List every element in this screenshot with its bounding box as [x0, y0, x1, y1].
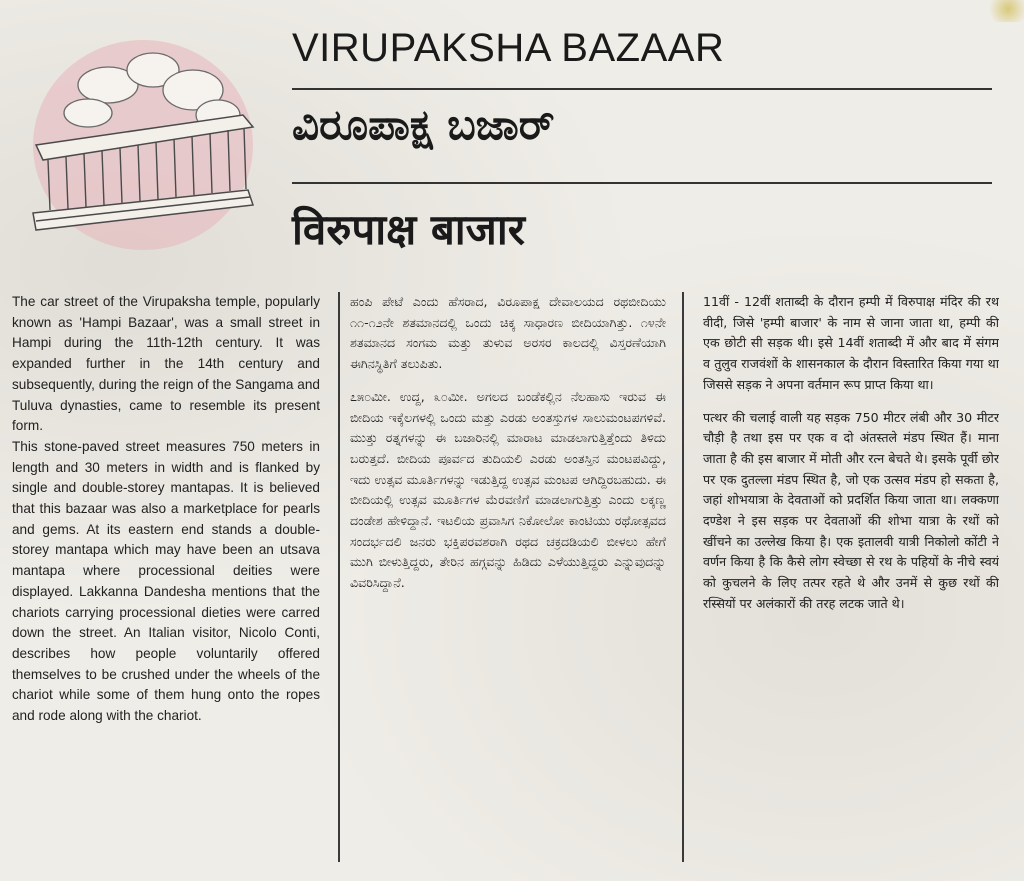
hindi-paragraph-2: पत्थर की चलाई वाली यह सड़क 750 मीटर लंबी और 30 मीटर चौड़ी है तथा इस पर एक व दो अंतस्तले मंडप स्थित हैं। माना जाता है की इस बाजार में मोती और रत्न बेचते थे। इसके पूर्वी छोर पर एक दुतल्ला मंडप स्थित है, जो एक उत्सव मंडप हो सकता है, जहां शोभयात्रा के देवताओं को प्रदर्शित किया जाता था। लक्कणा दण्डेश ने इस सड़क पर देवताओं की शोभा यात्रा के रथों को खींचने का उल्लेख किया है। एक इतालवी यात्री निकोलो कोंटी ने वर्णन किया है कि कैसे लोग स्वेच्छा से रथ के पहियों के नीचे स्वयं को कुचलने के लिए तत्पर रहते थे और उनमें से कुछ रथों की रस्सियों पर अलंकारों की तरह लटक जाते थे। [703, 409, 999, 611]
title-rule-2 [292, 182, 992, 184]
english-paragraph-1: The car street of the Virupaksha temple, popularly known as 'Hampi Bazaar', was a small street in Hampi during the 11th-12th century. It was expanded further in the 14th century and subsequently, during the reign of the Sangama and Tuluva dynasties, came to resemble its present form. [12, 294, 320, 434]
title-kannada: ವಿರೂಪಾಕ್ಷ ಬಜಾರ್ [292, 100, 555, 149]
title-english: VIRUPAKSHA BAZAAR [292, 26, 725, 70]
hindi-column [703, 292, 999, 837]
hindi-paragraph-1: 11वीं - 12वीं शताब्दी के दौरान हम्पी में विरुपाक्ष मंदिर की रथ वीदी, जिसे 'हम्पी बाजार' के नाम से जाना जाता था, हम्पी की एक छोटी सी सड़क थी। इसे 14वीं शताब्दी में और बाद में संगम व तुलुव राजवंशों के शासनकाल के दौरान विस्तारित किया गया था जिससे सड़क ने अपना वर्तमान रूप प्राप्त किया था। [703, 294, 999, 392]
kannada-paragraph-2: ೭೫೦ಮೀ. ಉದ್ದ, ೩೦ಮೀ. ಅಗಲದ ಬಂಡೆಕಲ್ಲಿನ ನೆಲಹಾಸು ಇರುವ ಈ ಬೀದಿಯ ಇಕ್ಕೆಲಗಳಲ್ಲಿ ಒಂದು ಮತ್ತು ಎರಡು ಅಂತಸ್ತುಗಳ ಸಾಲುಮಂಟಪಗಳಿವೆ. ಮುತ್ತು ರತ್ನಗಳನ್ನು ಈ ಬಜಾರಿನಲ್ಲಿ ಮಾರಾಟ ಮಾಡಲಾಗುತ್ತಿತ್ತೆಂದು ತಿಳಿದು ಬರುತ್ತದೆ. ಬೀದಿಯ ಪೂರ್ವದ ತುದಿಯಲಿ ಎರಡು ಅಂತಸ್ತಿನ ಮಂಟಪವಿದ್ದು, ಇದು ಉತ್ಸವ ಮೂರ್ತಿಗಳನ್ನು ಇಡುತ್ತಿದ್ದ ಉತ್ಸವ ಮಂಟಪ ಆಗಿದ್ದಿರಬಹುದು. ಈ ಬೀದಿಯಲ್ಲಿ ಉತ್ಸವ ಮೂರ್ತಿಗಳ ಮೆರವಣಿಗೆ ಮಾಡಲಾಗುತ್ತಿತ್ತು ಎಂದು ಲಕ್ಕಣ್ಣ ದಂಡೇಶ ಹೇಳಿದ್ದಾನೆ. ಇಟಲಿಯ ಪ್ರವಾಸಿಗ ನಿಕೋಲೋ ಕಾಂಟಿಯು ರಥೋತ್ಸವದ ಸಂದರ್ಭದಲಿ ಜನರು ಭಕ್ತಿಪರವಶರಾಗಿ ರಥದ ಚಕ್ರದಡಿಯಲಿ ಬೀಳಲು ಹೇಗೆ ಮುಗಿ ಬೀಳುತ್ತಿದ್ದರು, ತೇರಿನ ಹಗ್ಗವನ್ನು ಹಿಡಿದು ಎಳೆಯುತ್ತಿದ್ದರು ಎನ್ನುವುದನ್ನು ವಿವರಿಸಿದ್ದಾನೆ. [350, 388, 666, 591]
corner-stain [984, 0, 1024, 22]
english-paragraph-2: This stone-paved street measures 750 meters in length and 30 meters in width and is flanked by single and double-storey mantapas. It is believed that this bazaar was also a marketplace for pearls and gems. At its eastern end stands a double-storey mantapa which may have been an utsava mantapa where processional deities were displayed. Lakkanna Dandesha mentions that the chariots carrying processional dieties were carred down the street. An Italian visitor, Nicolo Conti, describes how people voluntarily offered themselves to be crushed under the wheels of the chariot while some of them hung onto the ropes and rode along with the chariot. [12, 438, 320, 724]
mantapa-illustration [28, 35, 268, 270]
kannada-column [350, 292, 666, 837]
column-divider-1 [338, 292, 340, 862]
kannada-paragraph-1: ಹಂಪಿ ಪೇಟೆ ಎಂದು ಹೆಸರಾದ, ವಿರೂಪಾಕ್ಷ ದೇವಾಲಯದ ರಥಬೀದಿಯು ೧೧-೧೨ನೇ ಶತಮಾನದಲ್ಲಿ ಒಂದು ಚಿಕ್ಕ ಸಾಧಾರಣ ಬೀದಿಯಾಗಿತ್ತು. ೧೪ನೇ ಶತಮಾನದ ಸಂಗಮ ಮತ್ತು ತುಳುವ ಅರಸರ ಕಾಲದಲ್ಲಿ ವಿಸ್ತರಣೆಯಾಗಿ ಈಗಿನಸ್ಥಿತಿಗೆ ತಲುಪಿತು. [350, 294, 666, 372]
title-hindi: विरुपाक्ष बाजार [292, 205, 525, 254]
title-rule-1 [292, 88, 992, 90]
english-column [12, 292, 320, 837]
column-divider-2 [682, 292, 684, 862]
